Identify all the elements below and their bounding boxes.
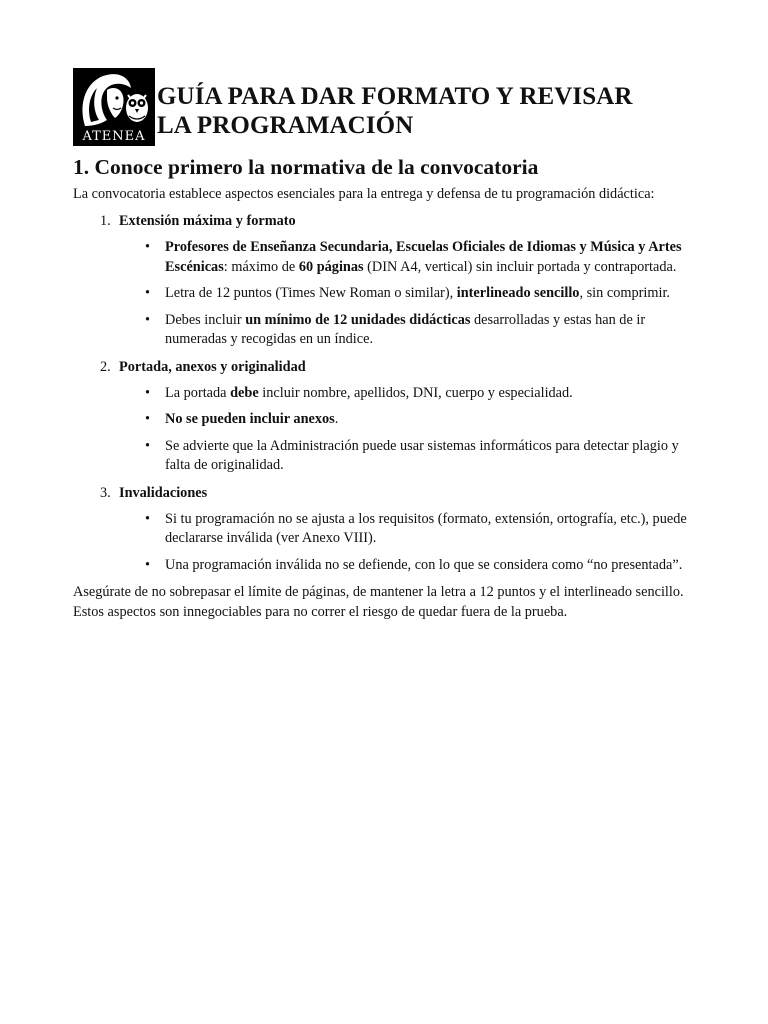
bullet-item xyxy=(119,556,693,576)
bullet-text: , sin comprimir. xyxy=(579,285,670,301)
requirement-number: 3. xyxy=(100,484,111,501)
requirement-title: Portada, anexos y originalidad xyxy=(119,358,306,375)
section-intro: La convocatoria establece aspectos esenciales para la entrega y defensa de tu programación didáctica: xyxy=(73,186,655,202)
bullet-text: : máximo de xyxy=(223,258,299,275)
bullet-text: . xyxy=(334,411,339,427)
document-title-line-1: GUÍA PARA DAR FORMATO Y REVISAR xyxy=(157,83,633,110)
bullet-text-bold: interlineado sencillo xyxy=(456,285,580,301)
bullet-text: desarrolladas y estas han de ir numeradas y recogidas en un índice. xyxy=(165,311,646,347)
bullet-item xyxy=(119,410,693,430)
bullet-text: Si tu programación no se ajusta a los requisitos (formato, extensión, ortografía, etc.), puede declararse inválida (ver Anexo VIII). xyxy=(165,510,687,546)
bullet-text-bold: 60 páginas xyxy=(298,258,364,275)
requirement-number: 2. xyxy=(100,358,111,375)
document-page xyxy=(73,68,693,622)
bullet-text: Debes incluir xyxy=(165,311,246,328)
requirement-item xyxy=(73,211,693,350)
bullet-item xyxy=(119,384,693,404)
bullet-dot-icon: • xyxy=(145,285,151,301)
atenea-logo xyxy=(73,68,155,146)
bullet-dot-icon: • xyxy=(145,411,151,427)
bullet-text-bold: un mínimo de 12 unidades didácticas xyxy=(245,311,471,328)
bullet-dot-icon: • xyxy=(145,239,151,255)
bullet-dot-icon: • xyxy=(145,437,151,454)
requirement-title: Invalidaciones xyxy=(119,484,208,501)
bullet-text: Una programación inválida no se defiende, con lo que se considera como “no presentada”. xyxy=(165,556,683,573)
bullet-dot-icon: • xyxy=(145,510,151,527)
bullet-item xyxy=(119,510,693,549)
bullet-item xyxy=(119,284,693,304)
document-header xyxy=(73,68,693,146)
bullet-dot-icon: • xyxy=(145,384,151,401)
closing-paragraph: Asegúrate de no sobrepasar el límite de páginas, de mantener la letra a 12 puntos y el interlineado sencillo. Estos aspectos son innegociables para no correr el riesgo de quedar fuera de la prueba. xyxy=(73,584,684,620)
bullet-dot-icon: • xyxy=(145,311,151,328)
requirement-item xyxy=(73,483,693,576)
requirement-bullets xyxy=(119,510,693,576)
bullet-text-bold: Profesores de Enseñanza Secundaria, Escuelas Oficiales de Idiomas y Música y Artes Escénicas xyxy=(165,239,682,275)
section-heading: 1. Conoce primero la normativa de la convocatoria xyxy=(73,155,539,179)
logo-wordmark: ATENEA xyxy=(82,129,146,144)
requirement-title: Extensión máxima y formato xyxy=(119,213,296,229)
bullet-item xyxy=(119,311,693,350)
bullet-item xyxy=(119,437,693,476)
bullet-text: Letra de 12 puntos (Times New Roman o similar), xyxy=(165,285,457,301)
bullet-item xyxy=(119,238,693,277)
bullet-text-bold: debe xyxy=(230,384,259,401)
requirements-list xyxy=(73,211,693,575)
document-title xyxy=(157,82,633,140)
requirement-item xyxy=(73,357,693,476)
bullet-text: Se advierte que la Administración puede usar sistemas informáticos para detectar plagio y falta de originalidad. xyxy=(165,437,679,473)
requirement-number: 1. xyxy=(100,213,111,229)
bullet-dot-icon: • xyxy=(145,556,151,573)
requirement-bullets xyxy=(119,238,693,350)
bullet-text-bold: No se pueden incluir anexos xyxy=(165,411,335,427)
bullet-text: La portada xyxy=(165,384,231,401)
requirement-bullets xyxy=(119,384,693,476)
bullet-text: incluir nombre, apellidos, DNI, cuerpo y especialidad. xyxy=(258,384,573,401)
bullet-text: (DIN A4, vertical) sin incluir portada y contraportada. xyxy=(363,258,677,275)
document-title-line-2: LA PROGRAMACIÓN xyxy=(157,112,414,139)
